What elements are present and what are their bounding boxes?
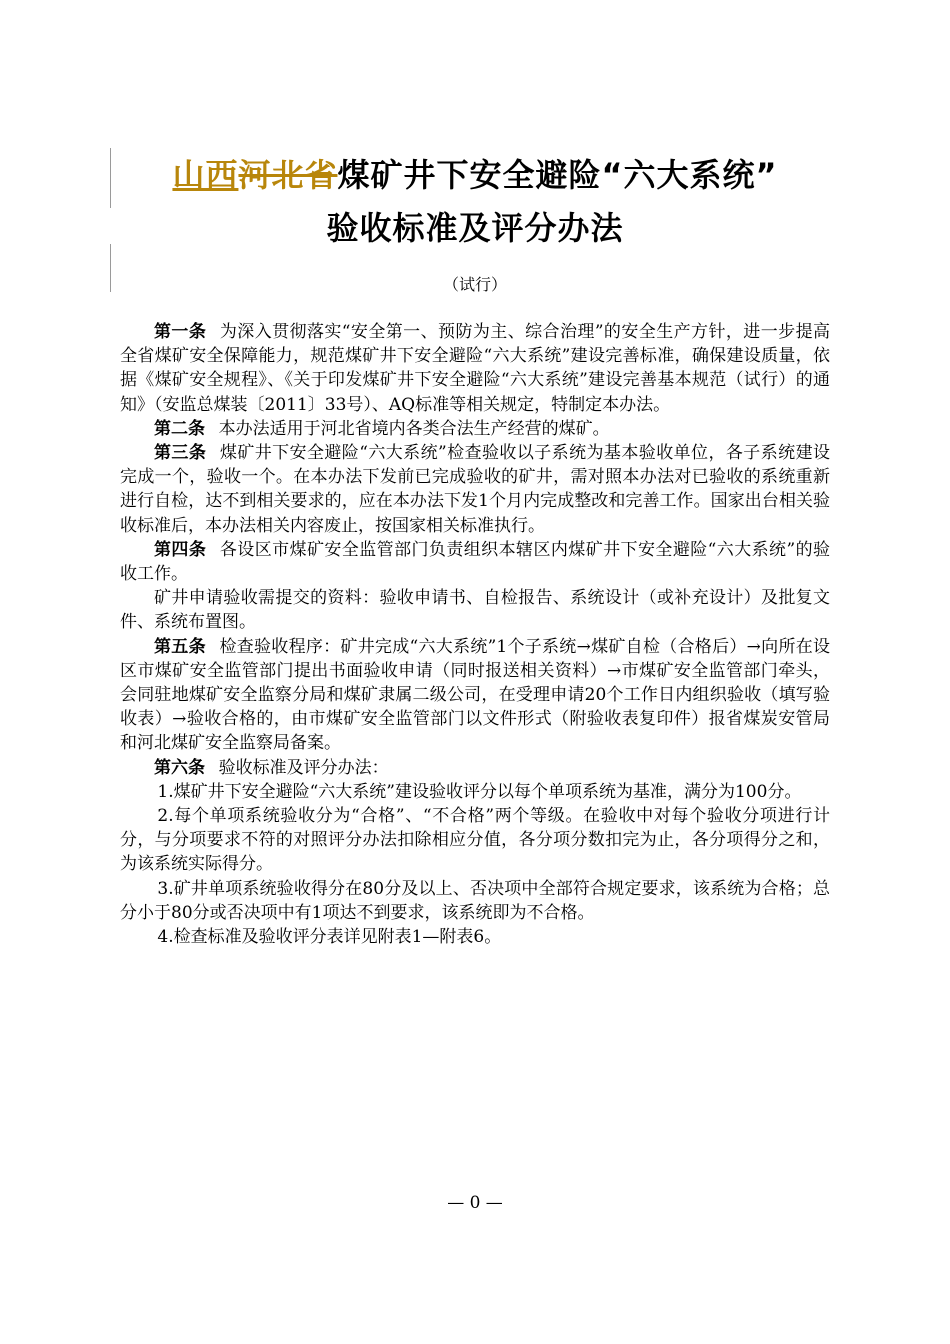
article-label: 第四条	[154, 539, 207, 560]
article-label: 第五条	[154, 636, 206, 657]
article-text: 煤矿井下安全避险“六大系统”检查验收以子系统为基本验收单位，各子系统建设完成一个，验收一个。在本办法下发前已完成验收的矿井，需对照本办法对已验收的系统重新进行自检，达不到相关要求的，应在本办法下发1个月内完成整改和完善工作。国家出台相关验收标准后，本办法相关内容废止，按国家相关标准执行。	[120, 443, 830, 536]
list-item: 1.煤矿井下安全避险“六大系统”建设验收评分以每个单项系统为基准，满分为100分。	[157, 781, 802, 802]
article-paragraph	[120, 441, 830, 538]
article-paragraph	[120, 538, 830, 586]
document-body	[120, 320, 830, 949]
article-text: 验收标准及评分办法：	[218, 757, 389, 778]
inserted-text: 山西	[172, 156, 239, 194]
article-text: 矿井申请验收需提交的资料：验收申请书、自检报告、系统设计（或补充设计）及批复文件、系统布置图。	[120, 588, 830, 633]
article-paragraph	[120, 417, 830, 441]
document-title-line2: 验收标准及评分办法	[326, 209, 624, 247]
article-label: 第一条	[154, 322, 207, 342]
article-paragraph	[120, 586, 830, 634]
list-item: 4.检查标准及验收评分表详见附表1—附表6。	[157, 927, 502, 948]
document-title-line1	[0, 150, 950, 196]
article-label: 第二条	[154, 418, 205, 439]
article-text: 为深入贯彻落实“安全第一、预防为主、综合治理”的安全生产方针，进一步提高全省煤矿安全保障能力，规范煤矿井下安全避险“六大系统”建设完善标准，确保建设质量，依据《煤矿安全规程》、《关于印发煤矿井下安全避险“六大系统”建设完善基本规范（试行）的通知》（安监总煤装〔2011〕33号）、AQ标准等相关规定，特制定本办法。	[120, 322, 830, 415]
article-paragraph	[120, 756, 830, 780]
article-label: 第三条	[154, 443, 207, 464]
article-text: 检查验收程序：矿井完成“六大系统”1个子系统→煤矿自检（合格后）→向所在设区市煤矿安全监管部门提出书面验收申请（同时报送相关资料）→市煤矿安全监管部门牵头，会同驻地煤矿安全监察分局和煤矿隶属二级公司，在受理申请20个工作日内组织验收（填写验收表）→验收合格的，由市煤矿安全监管部门以文件形式（附验收表复印件）报省煤炭安管局和河北煤矿安全监察局备案。	[120, 636, 831, 754]
deleted-text: 河北省	[238, 156, 338, 194]
article-text: 本办法适用于河北省境内各类合法生产经营的煤矿。	[218, 418, 610, 439]
list-item: 2.每个单项系统验收分为“合格”、“不合格”两个等级。在验收中对每个验收分项进行计分，与分项要求不符的对照评分办法扣除相应分值，各分项分数扣完为止，各分项得分之和，为该系统实际得分。	[120, 806, 830, 875]
document-subtitle: （试行）	[442, 275, 507, 294]
article-paragraph	[120, 635, 830, 756]
article-label: 第六条	[154, 757, 205, 778]
article-paragraph	[120, 320, 830, 417]
list-item: 3.矿井单项系统验收得分在80分及以上、否决项中全部符合规定要求，该系统为合格；总分小于80分或否决项中有1项达不到要求，该系统即为不合格。	[120, 878, 830, 923]
title-text: 煤矿井下安全避险“六大系统”	[337, 156, 778, 194]
page-number: — 0 —	[447, 1193, 503, 1213]
article-text: 各设区市煤矿安全监管部门负责组织本辖区内煤矿井下安全避险“六大系统”的验收工作。	[120, 539, 830, 585]
